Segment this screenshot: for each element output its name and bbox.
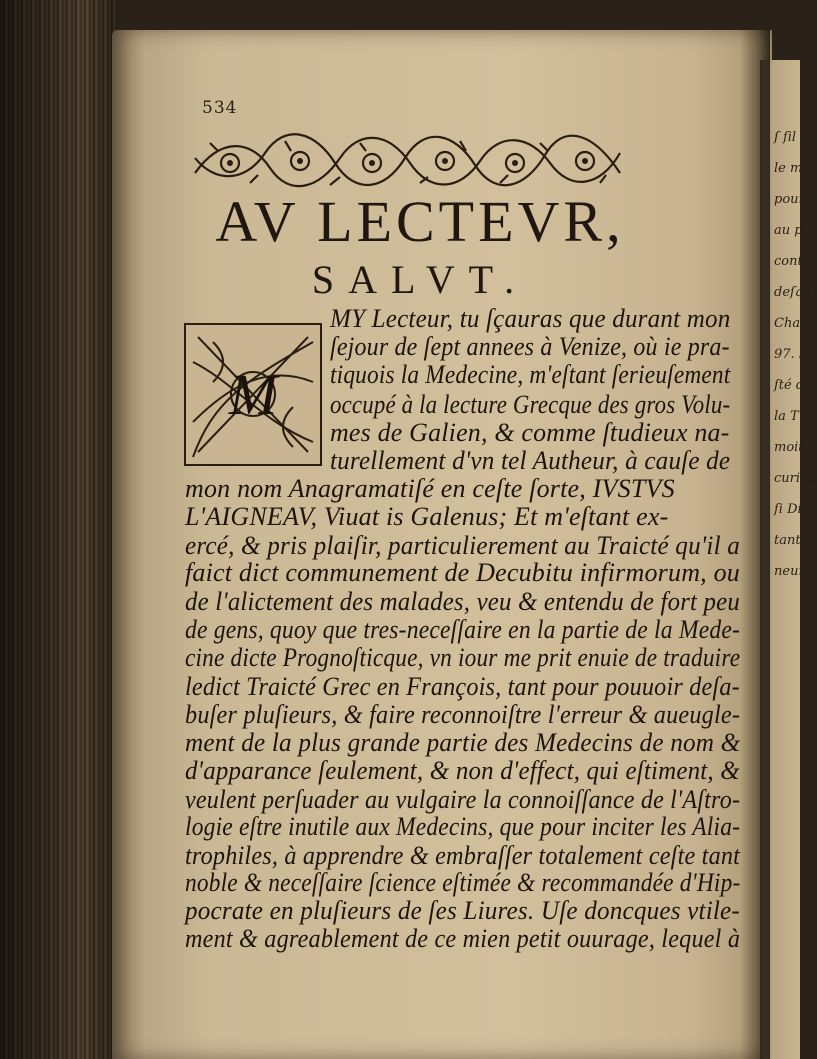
text-line: mon nom Anagramatiſé en ceſte ſorte, IVSTVS [185, 474, 675, 504]
text-line: logie eſtre inutile aux Medecins, que pour inciter les Alia- [185, 812, 741, 841]
text-line: turellement d'vn tel Autheur, à cauſe de [330, 445, 731, 475]
page-number: 534 [202, 98, 238, 118]
right-page-fragment: ſ ſil [774, 130, 797, 145]
right-page-fragment: tant d [774, 533, 814, 548]
right-page-fragment: neur [774, 564, 805, 579]
right-page-fragment: ſi Die [774, 502, 810, 517]
left-page-edges [0, 0, 120, 1059]
text-line: tiquois la Medecine, m'eſtant ſerieuſement [330, 360, 731, 389]
text-line: mes de Galien, & comme ſtudieux na- [330, 418, 730, 448]
right-page-fragment: moit [774, 440, 804, 455]
text-line: occupé à la lecture Grecque des gros Volu- [330, 389, 731, 419]
text-line: trophiles, à apprendre & embraſſer totalement ceſte tant [185, 840, 741, 870]
text-line: faict dict communement de Decubitu infirmorum, ou [185, 558, 740, 588]
text-line: MY Lecteur, tu ſçauras que durant mon [330, 304, 731, 333]
text-line: ſejour de ſept annees à Venize, où ie pra- [330, 332, 730, 361]
text-line: cine dicte Prognoſticque, vn iour me prit enuie de traduire [185, 643, 741, 673]
right-page-fragment: Chap [774, 316, 809, 331]
text-line: buſer pluſieurs, & faire reconnoiſtre l'erreur & aueugle- [185, 700, 741, 729]
text-line: ment & agreablement de ce mien petit ouurage, lequel à [185, 924, 741, 953]
right-page-fragment: le me [774, 161, 811, 176]
text-line: veulent perſuader au vulgaire la connoiſſance de l'Aſtro- [185, 784, 741, 814]
right-page-fragment: la T [774, 409, 799, 424]
right-page-fragment: deſqu [774, 285, 812, 300]
heading-title: AV LECTEVR, [215, 189, 625, 254]
text-line: noble & neceſſaire ſcience eſtimée & recommandée d'Hip- [185, 868, 741, 897]
text-line: de l'alictement des malades, veu & entendu de fort peu [185, 587, 740, 617]
decorated-initial-m-icon [183, 322, 323, 467]
text-line: de gens, quoy que tres-neceſſaire en la partie de la Mede- [185, 615, 741, 645]
text-line: ment de la plus grande partie des Medecins de nom & [185, 728, 741, 757]
right-page-fragment: ſté di [774, 378, 809, 393]
right-page-fragment: curieu [774, 471, 817, 486]
gutter-shadow [740, 30, 770, 1059]
text-line: L'AIGNEAV, Viuat is Galenus; Et m'eſtant ex- [185, 502, 669, 532]
text-line: ledict Traicté Grec en François, tant pour pouuoir deſa- [185, 672, 740, 701]
text-line: pocrate en pluſieurs de ſes Liures. Uſe doncques vtile- [185, 896, 740, 925]
svg-text:M: M [228, 362, 278, 427]
heading-subtitle: SALVT. [311, 257, 529, 302]
text-line: ercé, & pris plaiſir, particulierement au Traicté qu'il a [185, 531, 740, 561]
right-page-fragment: 97. li [774, 347, 808, 362]
right-page-fragment: contre [774, 254, 817, 269]
right-page-fragment: au p [774, 223, 803, 238]
text-line: d'apparance ſeulement, & non d'effect, qui eſtiment, & [185, 756, 740, 785]
right-page-fragment: pour [774, 192, 805, 207]
floral-ornament-band [190, 133, 625, 193]
